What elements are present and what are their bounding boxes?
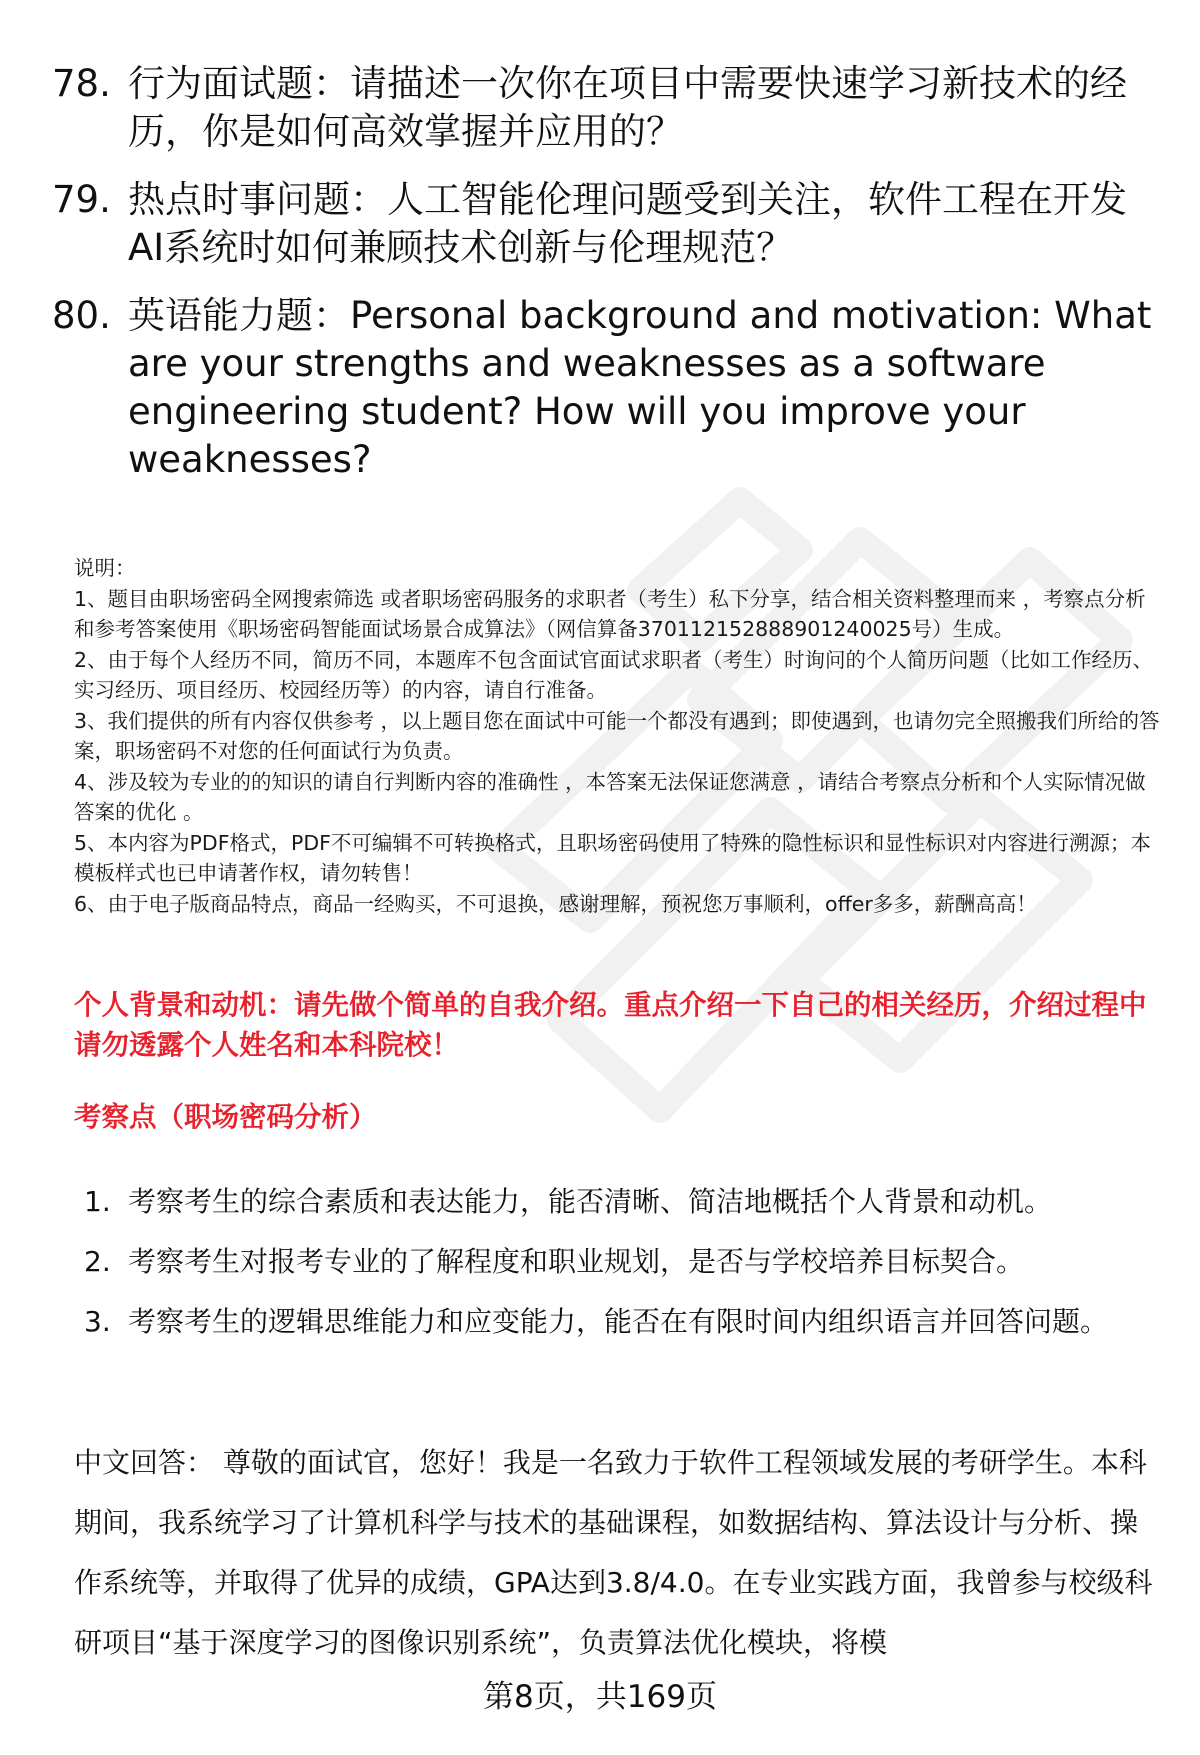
question-text: 热点时事问题：人工智能伦理问题受到关注，软件工程在开发AI系统时如何兼顾技术创新与伦理规范？	[128, 178, 1127, 269]
question-list	[52, 60, 1152, 504]
note-item: 1、题目由职场密码全网搜索筛选 或者职场密码服务的求职者（考生）私下分享，结合相关资料整理而来 ，考察点分析和参考答案使用《职场密码智能面试场景合成算法》（网信算备370112152888901240025号）生成。	[74, 586, 1146, 641]
page-footer: 第8页，共169页	[483, 1679, 717, 1715]
note-item: 6、由于电子版商品特点，商品一经购买，不可退换，感谢理解，预祝您万事顺利，offer多多，薪酬高高！	[74, 891, 1037, 916]
answer-paragraph: 中文回答： 尊敬的面试官，您好！我是一名致力于软件工程领域发展的考研学生。本科期间，我系统学习了计算机科学与技术的基础课程，如数据结构、算法设计与分析、操作系统等，并取得了优异的成绩，GPA达到3.8/4.0。在专业实践方面，我曾参与校级科研项目“基于深度学习的图像识别系统”，负责算法优化模块，将模	[74, 1446, 1153, 1659]
notes-title: 说明：	[74, 556, 136, 580]
question-number: 79.	[52, 178, 111, 221]
analysis-subheading: 考察点（职场密码分析）	[74, 1101, 377, 1133]
analysis-point	[84, 1172, 1162, 1232]
note-item: 5、本内容为PDF格式，PDF不可编辑不可转换格式，且职场密码使用了特殊的隐性标识和显性标识对内容进行溯源；本模板样式也已申请著作权，请勿转售！	[74, 830, 1151, 885]
point-number: 3.	[84, 1305, 111, 1338]
question-heading: 个人背景和动机：请先做个简单的自我介绍。重点介绍一下自己的相关经历，介绍过程中请勿透露个人姓名和本科院校！	[74, 989, 1147, 1061]
disclaimer-notes	[74, 553, 1162, 919]
question-number: 78.	[52, 62, 111, 105]
question-text: 英语能力题：Personal background and motivation: What are your strengths and weaknesses as a software engineering student? How will you improve your weaknesses?	[128, 294, 1152, 481]
note-item: 4、涉及较为专业的的知识的请自行判断内容的准确性 ，本答案无法保证您满意 ，请结合考察点分析和个人实际情况做答案的优化 。	[74, 769, 1146, 824]
analysis-point	[84, 1292, 1162, 1352]
question-item	[52, 60, 1152, 156]
question-text: 行为面试题：请描述一次你在项目中需要快速学习新技术的经历，你是如何高效掌握并应用的？	[128, 62, 1127, 153]
point-text: 考察考生对报考专业的了解程度和职业规划，是否与学校培养目标契合。	[128, 1245, 1025, 1278]
note-item: 3、我们提供的所有内容仅供参考 ，以上题目您在面试中可能一个都没有遇到；即使遇到，也请勿完全照搬我们所给的答案，职场密码不对您的任何面试行为负责。	[74, 708, 1160, 763]
point-number: 1.	[84, 1185, 111, 1218]
point-number: 2.	[84, 1245, 111, 1278]
point-text: 考察考生的综合素质和表达能力，能否清晰、简洁地概括个人背景和动机。	[128, 1185, 1053, 1218]
question-item	[52, 176, 1152, 272]
note-item: 2、由于每个人经历不同，简历不同，本题库不包含面试官面试求职者（考生）时询问的个人简历问题（比如工作经历、实习经历、项目经历、校园经历等）的内容，请自行准备。	[74, 647, 1154, 702]
question-number: 80.	[52, 294, 111, 337]
question-item	[52, 292, 1152, 484]
analysis-point	[84, 1232, 1162, 1292]
point-text: 考察考生的逻辑思维能力和应变能力，能否在有限时间内组织语言并回答问题。	[128, 1305, 1109, 1338]
analysis-points	[84, 1172, 1162, 1352]
